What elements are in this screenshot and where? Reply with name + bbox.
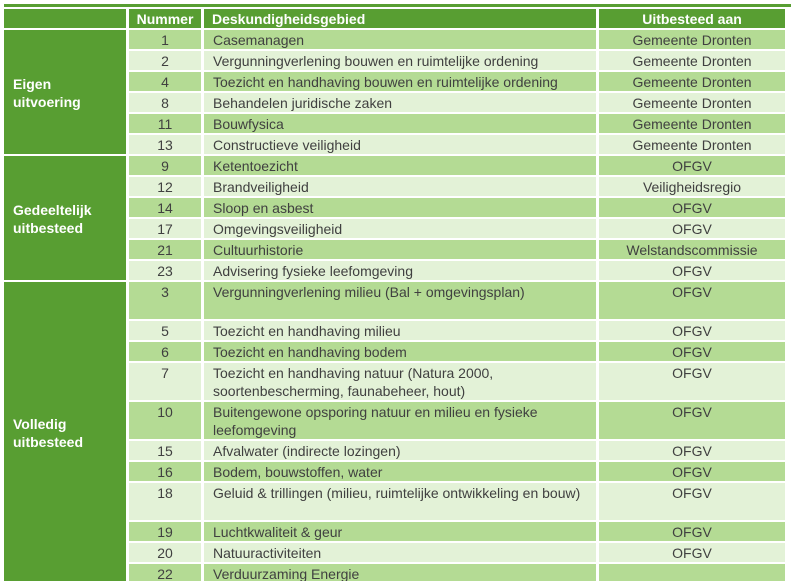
table-row: [4, 30, 785, 49]
cell-gebied: Toezicht en handhaving bouwen en ruimtelijke ordening: [204, 72, 596, 91]
cell-nummer: 20: [129, 543, 201, 562]
cell-nummer: 8: [129, 93, 201, 112]
cell-uitbesteed: Gemeente Dronten: [599, 93, 785, 112]
cell-nummer: 21: [129, 240, 201, 259]
cell-gebied: Natuuractiviteiten: [204, 543, 596, 562]
cell-nummer: 5: [129, 321, 201, 340]
cell-uitbesteed: OFGV: [599, 321, 785, 340]
group-label-cell: Gedeeltelijk uitbesteed: [4, 156, 126, 280]
cell-uitbesteed: Gemeente Dronten: [599, 51, 785, 70]
header-cell-group: [4, 9, 126, 28]
cell-nummer: 22: [129, 564, 201, 581]
cell-gebied: Luchtkwaliteit & geur: [204, 522, 596, 541]
cell-uitbesteed: OFGV: [599, 219, 785, 238]
cell-nummer: 14: [129, 198, 201, 217]
cell-nummer: 7: [129, 363, 201, 400]
outsourcing-table: [1, 7, 788, 581]
cell-gebied: Ketentoezicht: [204, 156, 596, 175]
cell-gebied: Verduurzaming Energie: [204, 564, 596, 581]
cell-gebied: Toezicht en handhaving bodem: [204, 342, 596, 361]
cell-uitbesteed: OFGV: [599, 198, 785, 217]
cell-gebied: Vergunningverlening milieu (Bal + omgevingsplan): [204, 282, 596, 319]
cell-gebied: Buitengewone opsporing natuur en milieu en fysieke leefomgeving: [204, 402, 596, 439]
table-row: [4, 282, 785, 319]
cell-nummer: 1: [129, 30, 201, 49]
cell-gebied: Behandelen juridische zaken: [204, 93, 596, 112]
cell-nummer: 18: [129, 483, 201, 520]
cell-uitbesteed: Gemeente Dronten: [599, 135, 785, 154]
header-cell-gebied: Deskundigheidsgebied: [204, 9, 596, 28]
cell-uitbesteed: Welstandscommissie: [599, 240, 785, 259]
table-header: [4, 9, 785, 28]
cell-uitbesteed: OFGV: [599, 462, 785, 481]
cell-uitbesteed: OFGV: [599, 282, 785, 319]
cell-gebied: Cultuurhistorie: [204, 240, 596, 259]
cell-nummer: 9: [129, 156, 201, 175]
cell-gebied: Advisering fysieke leefomgeving: [204, 261, 596, 280]
cell-nummer: 12: [129, 177, 201, 196]
cell-gebied: Geluid & trillingen (milieu, ruimtelijke ontwikkeling en bouw): [204, 483, 596, 520]
cell-uitbesteed: OFGV: [599, 543, 785, 562]
header-cell-nummer: Nummer: [129, 9, 201, 28]
cell-uitbesteed: OFGV: [599, 363, 785, 400]
cell-uitbesteed: Gemeente Dronten: [599, 30, 785, 49]
cell-uitbesteed: OFGV: [599, 156, 785, 175]
cell-uitbesteed: OFGV: [599, 342, 785, 361]
cell-uitbesteed: [599, 564, 785, 581]
cell-gebied: Constructieve veiligheid: [204, 135, 596, 154]
group-label-cell: Eigen uitvoering: [4, 30, 126, 154]
cell-uitbesteed: Veiligheidsregio: [599, 177, 785, 196]
cell-uitbesteed: OFGV: [599, 522, 785, 541]
cell-uitbesteed: OFGV: [599, 483, 785, 520]
table-row: [4, 156, 785, 175]
cell-gebied: Brandveiligheid: [204, 177, 596, 196]
cell-nummer: 3: [129, 282, 201, 319]
cell-gebied: Sloop en asbest: [204, 198, 596, 217]
cell-nummer: 11: [129, 114, 201, 133]
cell-uitbesteed: Gemeente Dronten: [599, 114, 785, 133]
cell-nummer: 10: [129, 402, 201, 439]
cell-uitbesteed: Gemeente Dronten: [599, 72, 785, 91]
cell-gebied: Afvalwater (indirecte lozingen): [204, 441, 596, 460]
cell-gebied: Toezicht en handhaving milieu: [204, 321, 596, 340]
cell-nummer: 15: [129, 441, 201, 460]
group-label-cell: Volledig uitbesteed: [4, 282, 126, 581]
cell-nummer: 17: [129, 219, 201, 238]
cell-uitbesteed: OFGV: [599, 441, 785, 460]
cell-gebied: Vergunningverlening bouwen en ruimtelijke ordening: [204, 51, 596, 70]
header-cell-uitbesteed: Uitbesteed aan: [599, 9, 785, 28]
header-row: [4, 9, 785, 28]
table-body: [4, 30, 785, 581]
cell-uitbesteed: OFGV: [599, 402, 785, 439]
cell-uitbesteed: OFGV: [599, 261, 785, 280]
cell-nummer: 16: [129, 462, 201, 481]
cell-gebied: Bouwfysica: [204, 114, 596, 133]
cell-nummer: 19: [129, 522, 201, 541]
cell-gebied: Toezicht en handhaving natuur (Natura 2000, soortenbescherming, faunabeheer, hout): [204, 363, 596, 400]
cell-nummer: 2: [129, 51, 201, 70]
cell-nummer: 4: [129, 72, 201, 91]
cell-gebied: Casemanagen: [204, 30, 596, 49]
cell-nummer: 13: [129, 135, 201, 154]
cell-nummer: 23: [129, 261, 201, 280]
cell-gebied: Omgevingsveiligheid: [204, 219, 596, 238]
cell-nummer: 6: [129, 342, 201, 361]
cell-gebied: Bodem, bouwstoffen, water: [204, 462, 596, 481]
